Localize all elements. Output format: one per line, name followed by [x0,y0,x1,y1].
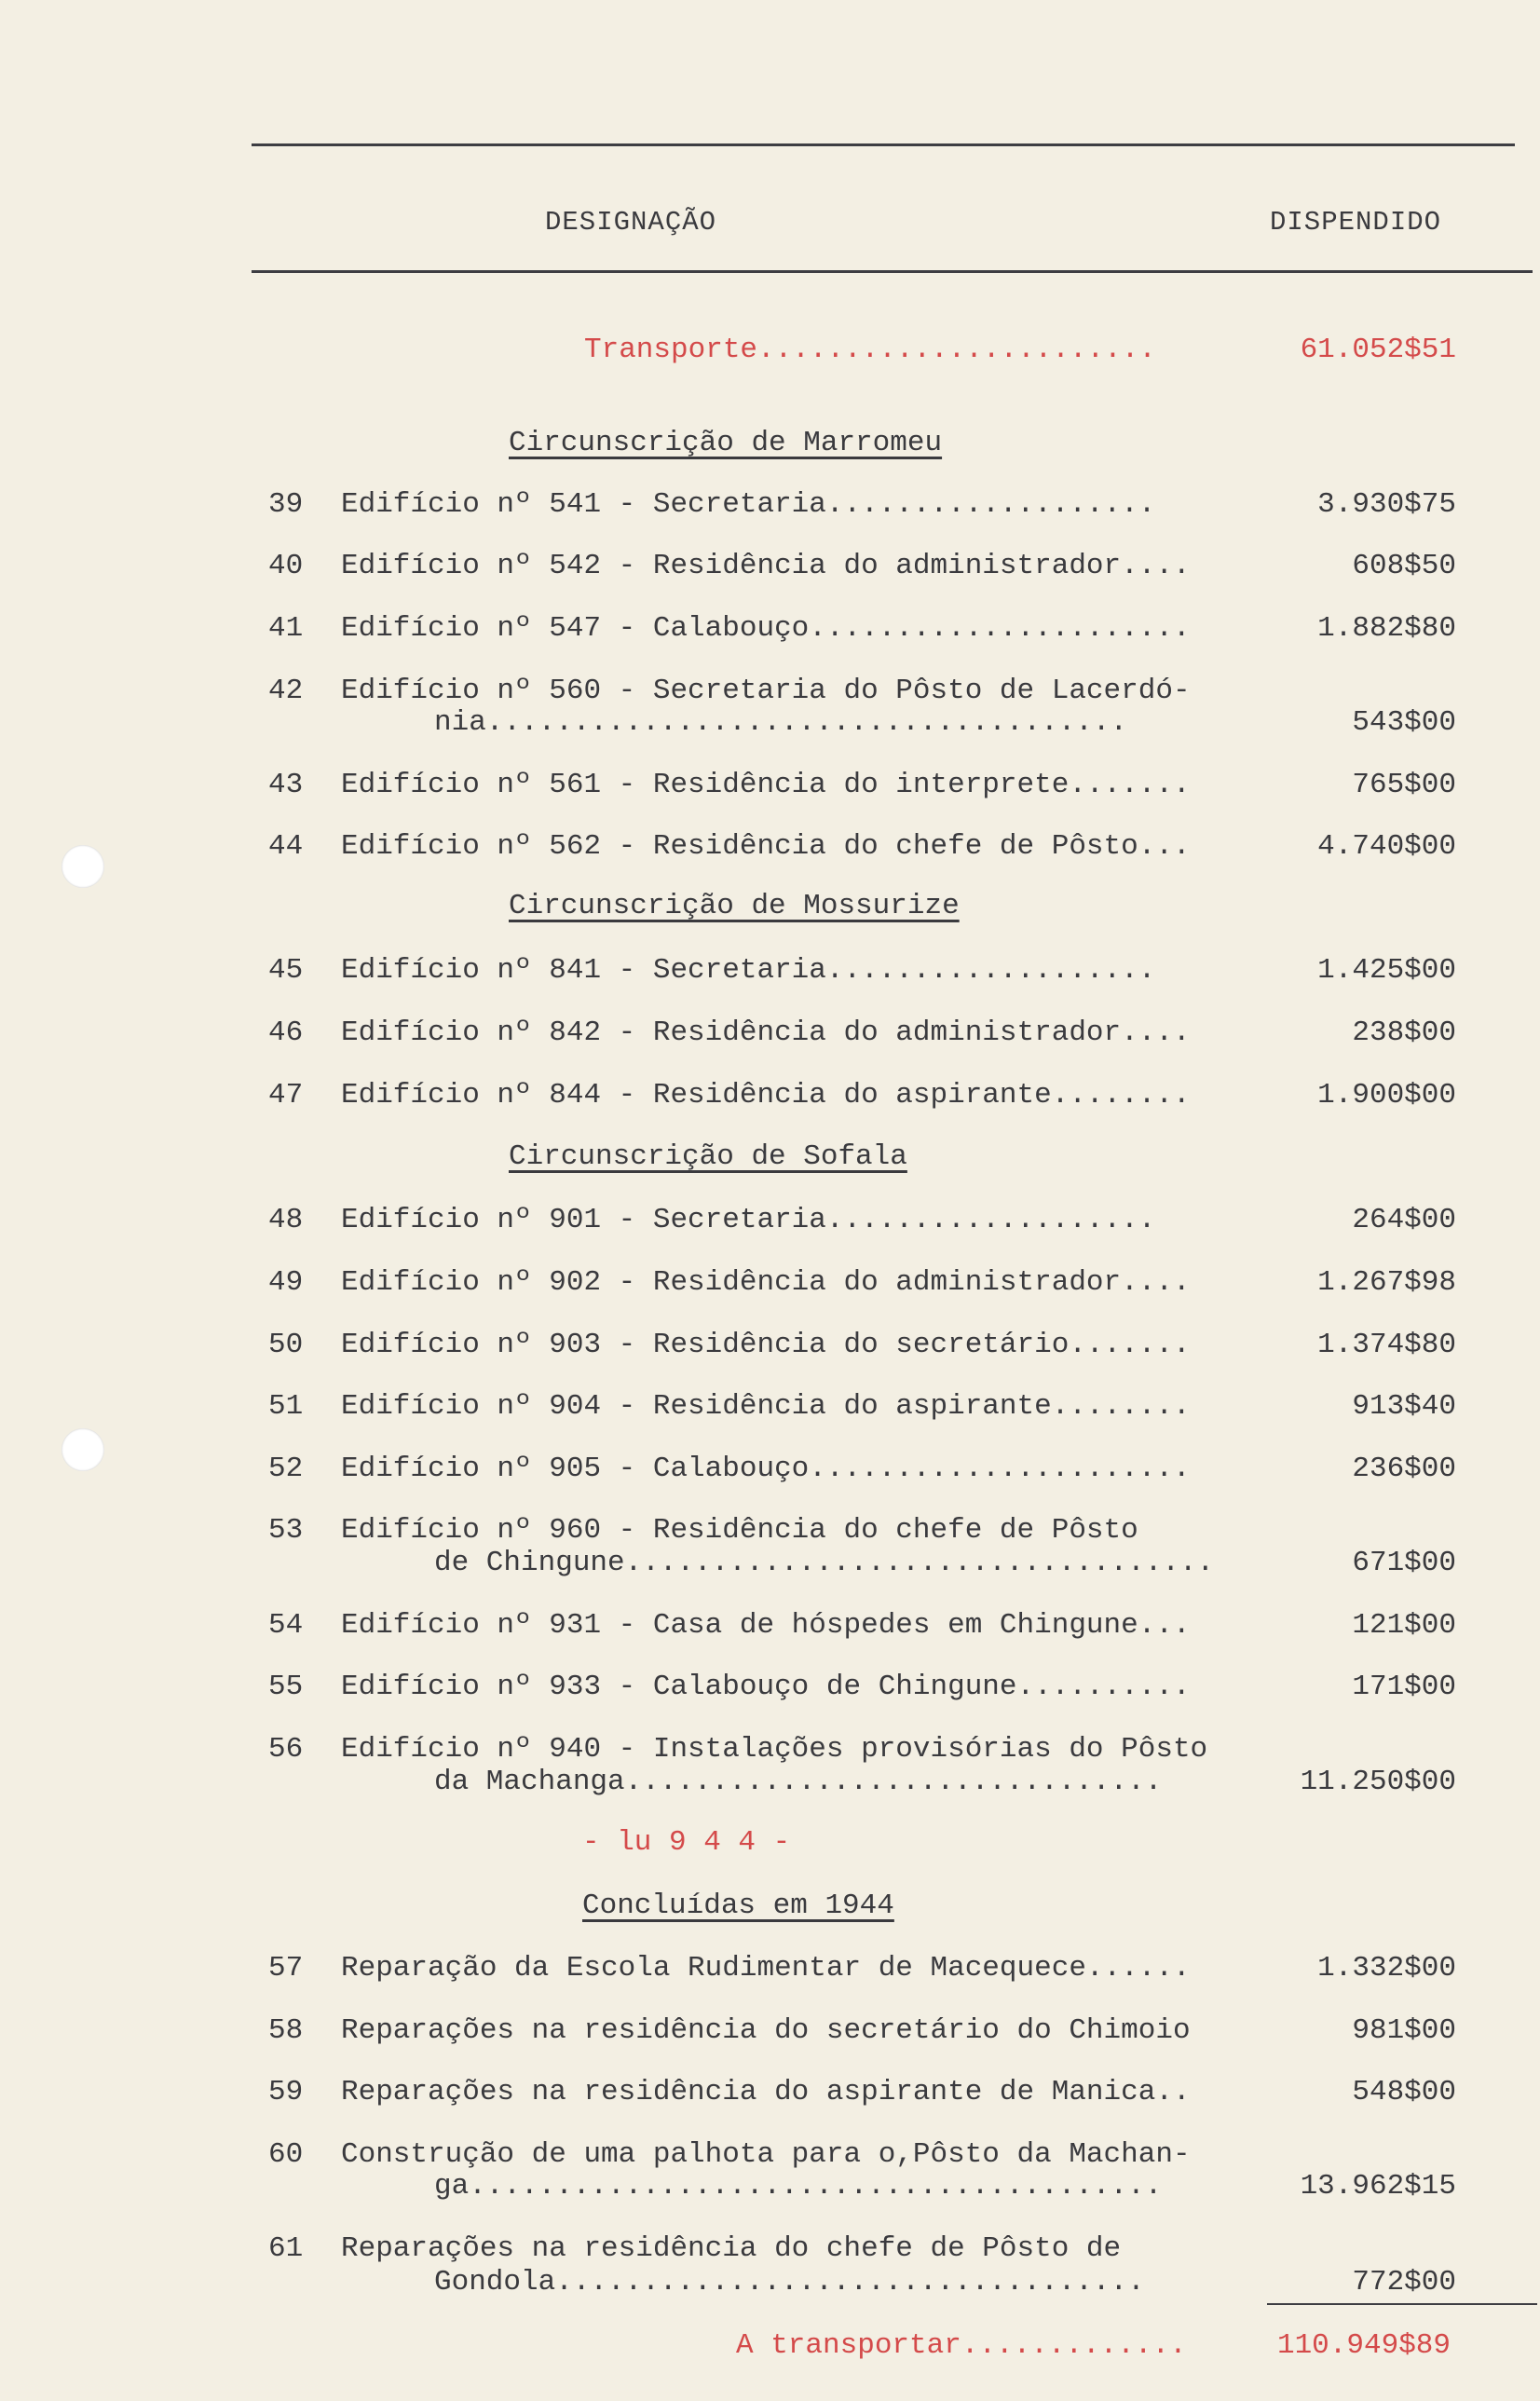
row-description: Edifício nº 931 - Casa de hóspedes em Chingune... [341,1609,1191,1642]
row-description: Edifício nº 560 - Secretaria do Pôsto de Lacerdó- [341,675,1191,707]
row-number: 43 [268,769,304,801]
row-number: 59 [268,2076,304,2108]
header-designacao: DESIGNAÇÃO [545,207,717,238]
row-amount: 236$00 [1352,1453,1456,1485]
row-amount: 765$00 [1352,769,1456,801]
row-number: 54 [268,1609,304,1642]
row-description: Edifício nº 841 - Secretaria................... [341,954,1156,987]
row-number: 56 [268,1733,304,1766]
row-amount: 121$00 [1352,1609,1456,1642]
row-amount: 671$00 [1352,1547,1456,1579]
row-description-cont: de Chingune.................................. [434,1547,1215,1579]
row-number: 61 [268,2232,304,2265]
row-amount: 548$00 [1352,2076,1456,2108]
row-amount: 13.962$15 [1300,2170,1456,2203]
row-description: Edifício nº 562 - Residência do chefe de Pôsto... [341,830,1191,863]
section-title: Circunscrição de Sofala [509,1140,907,1173]
row-description-cont: nia..................................... [434,706,1128,739]
row-number: 52 [268,1453,304,1485]
row-description: Edifício nº 903 - Residência do secretário....... [341,1329,1191,1361]
row-description: Construção de uma palhota para o,Pôsto da Machan- [341,2138,1191,2171]
row-description: Reparações na residência do aspirante de Manica.. [341,2076,1191,2108]
row-number: 57 [268,1952,304,1985]
row-description-cont: ga........................................ [434,2170,1163,2203]
row-amount: 171$00 [1352,1671,1456,1703]
row-description: Reparação da Escola Rudimentar de Macequece...... [341,1952,1191,1985]
row-number: 60 [268,2138,304,2171]
row-description-cont: da Machanga............................... [434,1766,1163,1798]
row-number: 41 [268,612,304,645]
row-description: Edifício nº 541 - Secretaria................... [341,488,1156,521]
row-amount: 608$50 [1352,550,1456,582]
header-dispendido: DISPENDIDO [1270,207,1442,238]
row-description: Edifício nº 901 - Secretaria................... [341,1204,1156,1236]
row-description: Edifício nº 844 - Residência do aspirante........ [341,1079,1191,1112]
transporte-amount: 61.052$51 [1300,334,1456,366]
row-amount: 4.740$00 [1317,830,1456,863]
row-number: 51 [268,1390,304,1423]
row-number: 50 [268,1329,304,1361]
transporte-label: Transporte....................... [584,334,1156,366]
row-amount: 1.374$80 [1317,1329,1456,1361]
row-description: Reparações na residência do secretário do Chimoio [341,2014,1191,2047]
row-number: 45 [268,954,304,987]
year-marker: - lu 9 4 4 - [582,1826,791,1859]
section-title: Circunscrição de Mossurize [509,890,960,922]
row-amount: 264$00 [1352,1204,1456,1236]
row-description-cont: Gondola.................................. [434,2266,1145,2299]
a-transportar-amount: 110.949$89 [1276,2329,1451,2362]
row-number: 42 [268,675,304,707]
row-description: Edifício nº 547 - Calabouço...................... [341,612,1191,645]
section-title: Concluídas em 1944 [582,1889,894,1922]
a-transportar-label: A transportar............. [736,2329,1187,2362]
row-description: Edifício nº 933 - Calabouço de Chingune.......... [341,1671,1191,1703]
row-amount: 1.882$80 [1317,612,1456,645]
row-description: Edifício nº 842 - Residência do administrador.... [341,1016,1191,1049]
row-number: 58 [268,2014,304,2047]
row-description: Edifício nº 904 - Residência do aspirante........ [341,1390,1191,1423]
row-amount: 543$00 [1352,706,1456,739]
row-description: Edifício nº 940 - Instalações provisórias do Pôsto [341,1733,1208,1766]
row-amount: 772$00 [1352,2266,1456,2299]
top-rule [252,143,1515,146]
row-description: Reparações na residência do chefe de Pôsto de [341,2232,1122,2265]
punch-hole [61,845,104,888]
row-number: 46 [268,1016,304,1049]
row-description: Edifício nº 902 - Residência do administrador.... [341,1266,1191,1299]
row-description: Edifício nº 542 - Residência do administrador.... [341,550,1191,582]
row-amount: 1.332$00 [1317,1952,1456,1985]
row-number: 48 [268,1204,304,1236]
row-number: 39 [268,488,304,521]
row-amount: 1.267$98 [1317,1266,1456,1299]
row-number: 44 [268,830,304,863]
row-number: 49 [268,1266,304,1299]
section-title: Circunscrição de Marromeu [509,427,943,459]
total-rule [1267,2303,1537,2305]
header-rule [252,270,1533,273]
row-number: 40 [268,550,304,582]
row-description: Edifício nº 561 - Residência do interprete....... [341,769,1191,801]
row-amount: 981$00 [1352,2014,1456,2047]
row-number: 53 [268,1514,304,1547]
row-description: Edifício nº 905 - Calabouço...................... [341,1453,1191,1485]
row-amount: 238$00 [1352,1016,1456,1049]
row-number: 47 [268,1079,304,1112]
row-description: Edifício nº 960 - Residência do chefe de Pôsto [341,1514,1138,1547]
row-amount: 913$40 [1352,1390,1456,1423]
row-amount: 1.425$00 [1317,954,1456,987]
punch-hole [61,1428,104,1471]
row-amount: 1.900$00 [1317,1079,1456,1112]
row-amount: 3.930$75 [1317,488,1456,521]
row-amount: 11.250$00 [1300,1766,1456,1798]
row-number: 55 [268,1671,304,1703]
